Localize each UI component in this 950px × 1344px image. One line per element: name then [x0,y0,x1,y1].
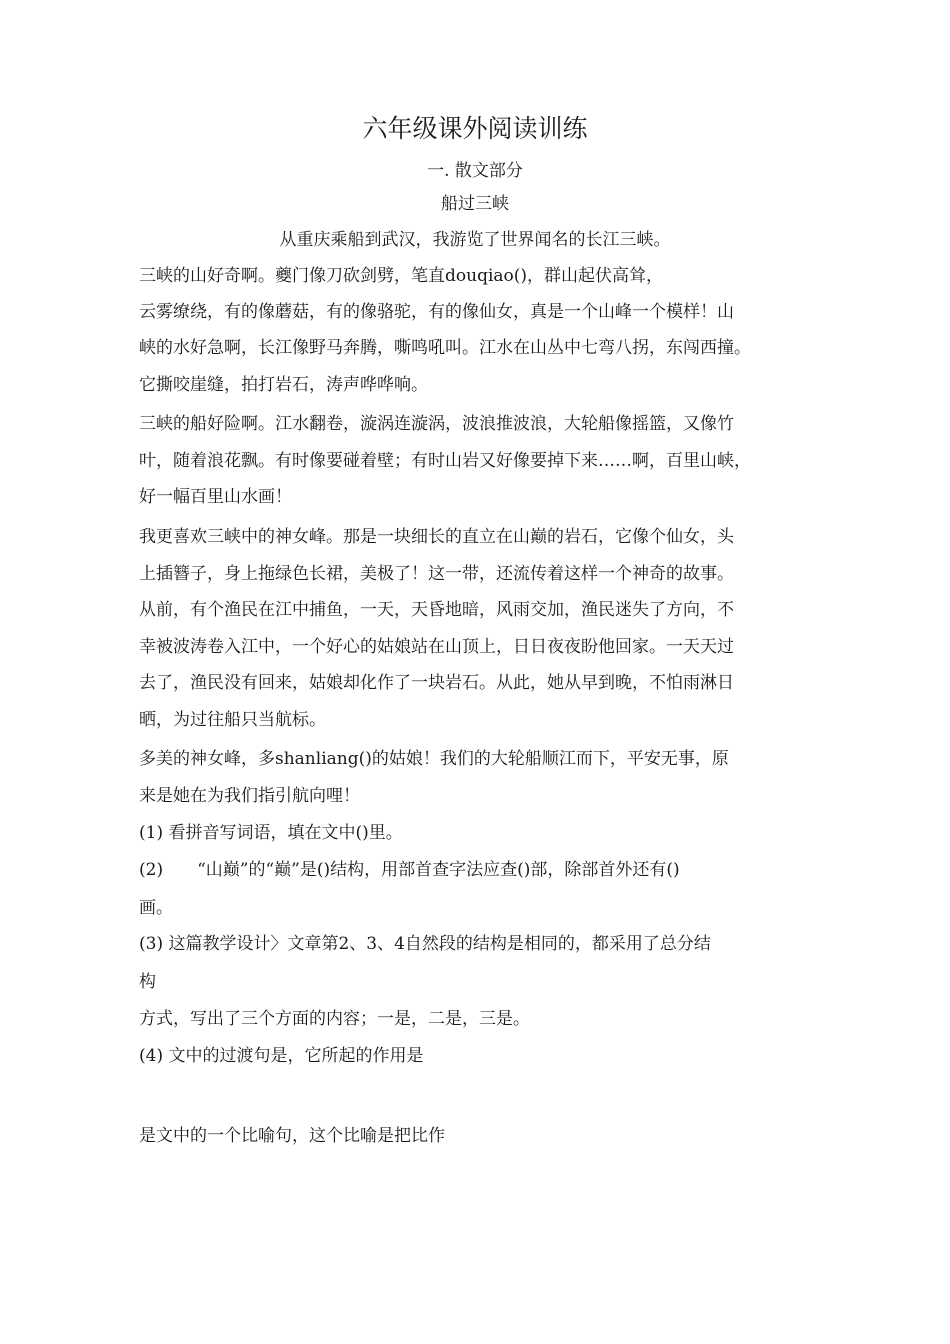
text-line: 叶，随着浪花飘。有时像要碰着壁；有时山岩又好像要掉下来……啊，百里山峡， [139,451,751,471]
text-line: 云雾缭绕，有的像蘑菇，有的像骆驼，有的像仙女，真是一个山峰一个模样！山 [139,302,734,322]
passage-title: 船过三峡 [441,194,509,214]
question-5: 是文中的一个比喻句，这个比喻是把比作 [139,1126,445,1146]
question-2-continued: 画。 [139,898,173,918]
question-1: (1) 看拼音写词语，填在文中()里。 [139,823,403,843]
text-line: 峡的水好急啊，长江像野马奔腾，嘶鸣吼叫。江水在山丛中七弯八拐，东闯西撞。 [139,338,751,358]
text-line: 去了，渔民没有回来，姑娘却化作了一块岩石。从此，她从早到晚，不怕雨淋日 [139,673,734,693]
text-line: 多美的神女峰，多shanliang()的姑娘！我们的大轮船顺江而下，平安无事，原 [139,749,729,769]
text-line: 我更喜欢三峡中的神女峰。那是一块细长的直立在山巅的岩石，它像个仙女，头 [139,527,734,547]
text-line: 来是她在为我们指引航向哩！ [139,786,360,806]
text-line: 好一幅百里山水画！ [139,487,292,507]
section-heading: 一. 散文部分 [427,161,523,181]
question-2: (2) “山巅”的“巅”是()结构，用部首查字法应查()部，除部首外还有() [139,860,680,880]
question-4: (4) 文中的过渡句是，它所起的作用是 [139,1046,424,1066]
text-line: 上插簪子，身上拖绿色长裙，美极了！这一带，还流传着这样一个神奇的故事。 [139,564,734,584]
intro-line: 从重庆乘船到武汉，我游览了世界闻名的长江三峡。 [279,230,671,250]
text-line: 三峡的山好奇啊。夔门像刀砍剑劈，笔直douqiao()，群山起伏高耸， [139,266,664,286]
question-3-continued: 方式，写出了三个方面的内容；一是，二是，三是。 [139,1009,530,1029]
text-line: 它撕咬崖缝，拍打岩石，涛声哗哗响。 [139,375,428,395]
text-line: 三峡的船好险啊。江水翻卷，漩涡连漩涡，波浪推波浪，大轮船像摇篮，又像竹 [139,414,734,434]
page-title: 六年级课外阅读训练 [362,114,588,143]
text-line: 幸被波涛卷入江中，一个好心的姑娘站在山顶上，日日夜夜盼他回家。一天天过 [139,637,734,657]
text-line: 晒，为过往船只当航标。 [139,710,326,730]
text-line: 从前，有个渔民在江中捕鱼，一天，天昏地暗，风雨交加，渔民迷失了方向，不 [139,600,734,620]
question-3: (3) 这篇教学设计〉文章第2、3、4自然段的结构是相同的，都采用了总分结 [139,934,711,954]
question-3-continued: 构 [139,972,156,992]
